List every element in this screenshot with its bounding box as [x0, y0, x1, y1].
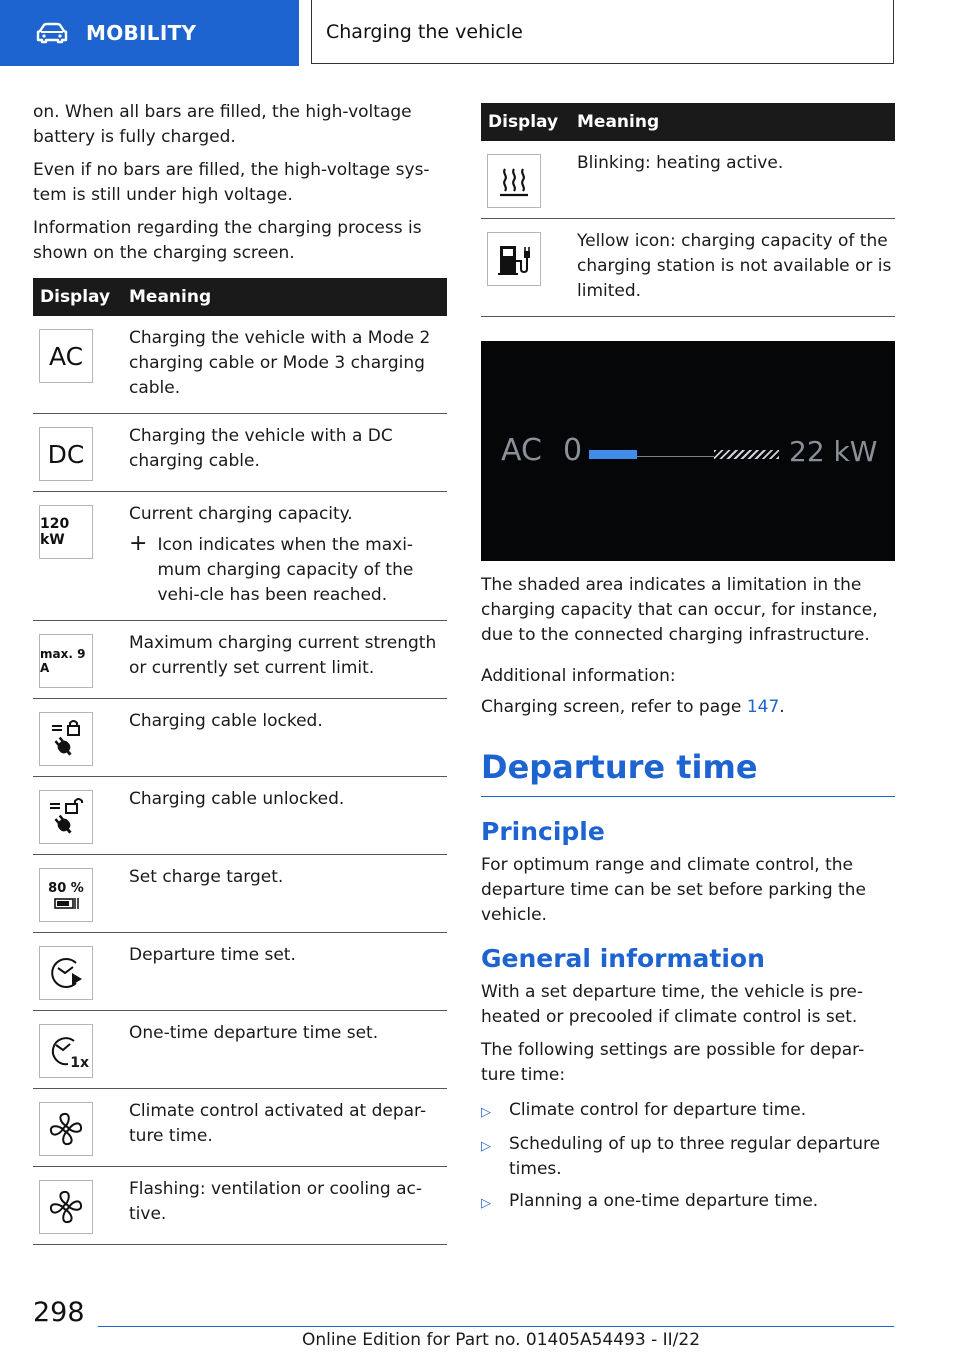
section-label: MOBILITY	[86, 21, 197, 45]
additional-info-label: Additional information:	[481, 666, 676, 686]
note-text: Icon indicates when the maxi-mum charging capacity of the vehi-cle has been reached.	[157, 535, 414, 605]
column-meaning: Meaning	[577, 103, 895, 141]
table-header-row	[33, 278, 447, 316]
screen-progress-track	[589, 450, 779, 459]
row-meaning: Maximum charging current strength or currently set current limit.	[129, 621, 447, 699]
page-reference-link[interactable]: 147	[746, 697, 780, 717]
row-meaning: Flashing: ventilation or cooling ac-tive.	[129, 1167, 447, 1245]
row-meaning: Yellow icon: charging capacity of the charging station is not available or is limited.	[577, 219, 895, 317]
charging-screen-image	[481, 341, 895, 561]
left-column	[33, 100, 447, 1245]
list-item: ▷ Planning a one-time departure time.	[481, 1189, 895, 1216]
page-number: 298	[33, 1297, 85, 1328]
cable-unlocked-icon	[39, 790, 93, 844]
table-row	[481, 219, 895, 317]
table-row	[33, 1011, 447, 1089]
table-row	[33, 492, 447, 621]
reference-line: Charging screen, refer to page 147.	[481, 697, 785, 717]
triangle-bullet-icon: ▷	[481, 1196, 491, 1211]
section-heading-departure-time: Departure time	[481, 746, 895, 797]
row-meaning: One-time departure time set.	[129, 1011, 447, 1089]
screen-min-label: 0	[563, 433, 583, 468]
subheading-principle: Principle	[481, 817, 605, 846]
display-table-continued	[481, 103, 895, 317]
table-row	[33, 855, 447, 933]
intro-paragraph-1: on. When all bars are filled, the high-voltage battery is fully charged.	[33, 102, 412, 147]
row-meaning: Set charge target.	[129, 855, 447, 933]
general-paragraph-2: The following settings are possible for depar-ture time:	[481, 1040, 865, 1085]
plus-icon: +	[129, 531, 148, 556]
row-meaning: Charging cable unlocked.	[129, 777, 447, 855]
principle-paragraph: For optimum range and climate control, the departure time can be set before parking the vehicle.	[481, 855, 866, 925]
table-row	[33, 1167, 447, 1245]
row-meaning: Charging cable locked.	[129, 699, 447, 777]
ac-icon: AC	[39, 329, 93, 383]
intro-paragraph-2: Even if no bars are filled, the high-voltage sys-tem is still under high voltage.	[33, 160, 430, 205]
column-display: Display	[33, 278, 129, 316]
charging-capacity-icon: 120 kW	[39, 505, 93, 559]
row-meaning-text: Current charging capacity.	[129, 504, 353, 524]
limitation-paragraph: The shaded area indicates a limitation in the charging capacity that can occur, for instance, due to the connected charging infrastructure.	[481, 575, 878, 645]
screen-limit-zone	[714, 450, 779, 459]
departure-time-icon	[39, 946, 93, 1000]
row-meaning: Charging the vehicle with a Mode 2 charging cable or Mode 3 charging cable.	[129, 316, 447, 414]
cable-locked-icon	[39, 712, 93, 766]
table-row	[33, 777, 447, 855]
section-tab	[0, 0, 299, 66]
max-current-icon: max. 9 A	[39, 634, 93, 688]
table-row	[33, 621, 447, 699]
subheading-general-information: General information	[481, 944, 765, 973]
row-meaning: Blinking: heating active.	[577, 141, 895, 219]
settings-list	[481, 1098, 895, 1216]
table-row	[481, 141, 895, 219]
column-meaning: Meaning	[129, 278, 447, 316]
column-display: Display	[481, 103, 577, 141]
general-paragraph-1: With a set departure time, the vehicle is pre-heated or precooled if climate control is set.	[481, 982, 864, 1027]
table-row	[33, 414, 447, 492]
footer-divider	[98, 1326, 894, 1327]
triangle-bullet-icon: ▷	[481, 1139, 491, 1154]
page-title: Charging the vehicle	[326, 20, 523, 43]
right-column	[481, 103, 895, 1223]
triangle-bullet-icon: ▷	[481, 1105, 491, 1120]
list-item: ▷ Scheduling of up to three regular departure times.	[481, 1132, 895, 1182]
charge-target-icon: 80 %	[39, 868, 93, 922]
list-item: ▷ Climate control for departure time.	[481, 1098, 895, 1125]
intro-paragraph-3: Information regarding the charging process is shown on the charging screen.	[33, 218, 422, 263]
table-header-row	[481, 103, 895, 141]
one-time-departure-icon: 1x	[39, 1024, 93, 1078]
row-meaning: Departure time set.	[129, 933, 447, 1011]
row-meaning: Climate control activated at depar-ture time.	[129, 1089, 447, 1167]
charging-station-icon	[487, 232, 541, 286]
heating-icon	[487, 154, 541, 208]
table-row	[33, 316, 447, 414]
screen-max-label: 22 kW	[789, 435, 878, 468]
display-table	[33, 278, 447, 1245]
table-row	[33, 1089, 447, 1167]
car-icon	[36, 22, 68, 44]
table-row	[33, 933, 447, 1011]
screen-mode-label: AC	[501, 433, 542, 468]
footer-edition: Online Edition for Part no. 01405A54493 - II/22	[302, 1330, 701, 1350]
row-meaning: Charging the vehicle with a DC charging cable.	[129, 414, 447, 492]
screen-progress-fill	[589, 450, 637, 459]
max-capacity-note	[129, 533, 447, 608]
row-meaning	[129, 492, 447, 621]
screen-progress-line	[637, 456, 715, 457]
page-title-box	[311, 0, 894, 64]
climate-fan-icon	[39, 1102, 93, 1156]
table-row	[33, 699, 447, 777]
dc-icon: DC	[39, 427, 93, 481]
ventilation-fan-icon	[39, 1180, 93, 1234]
